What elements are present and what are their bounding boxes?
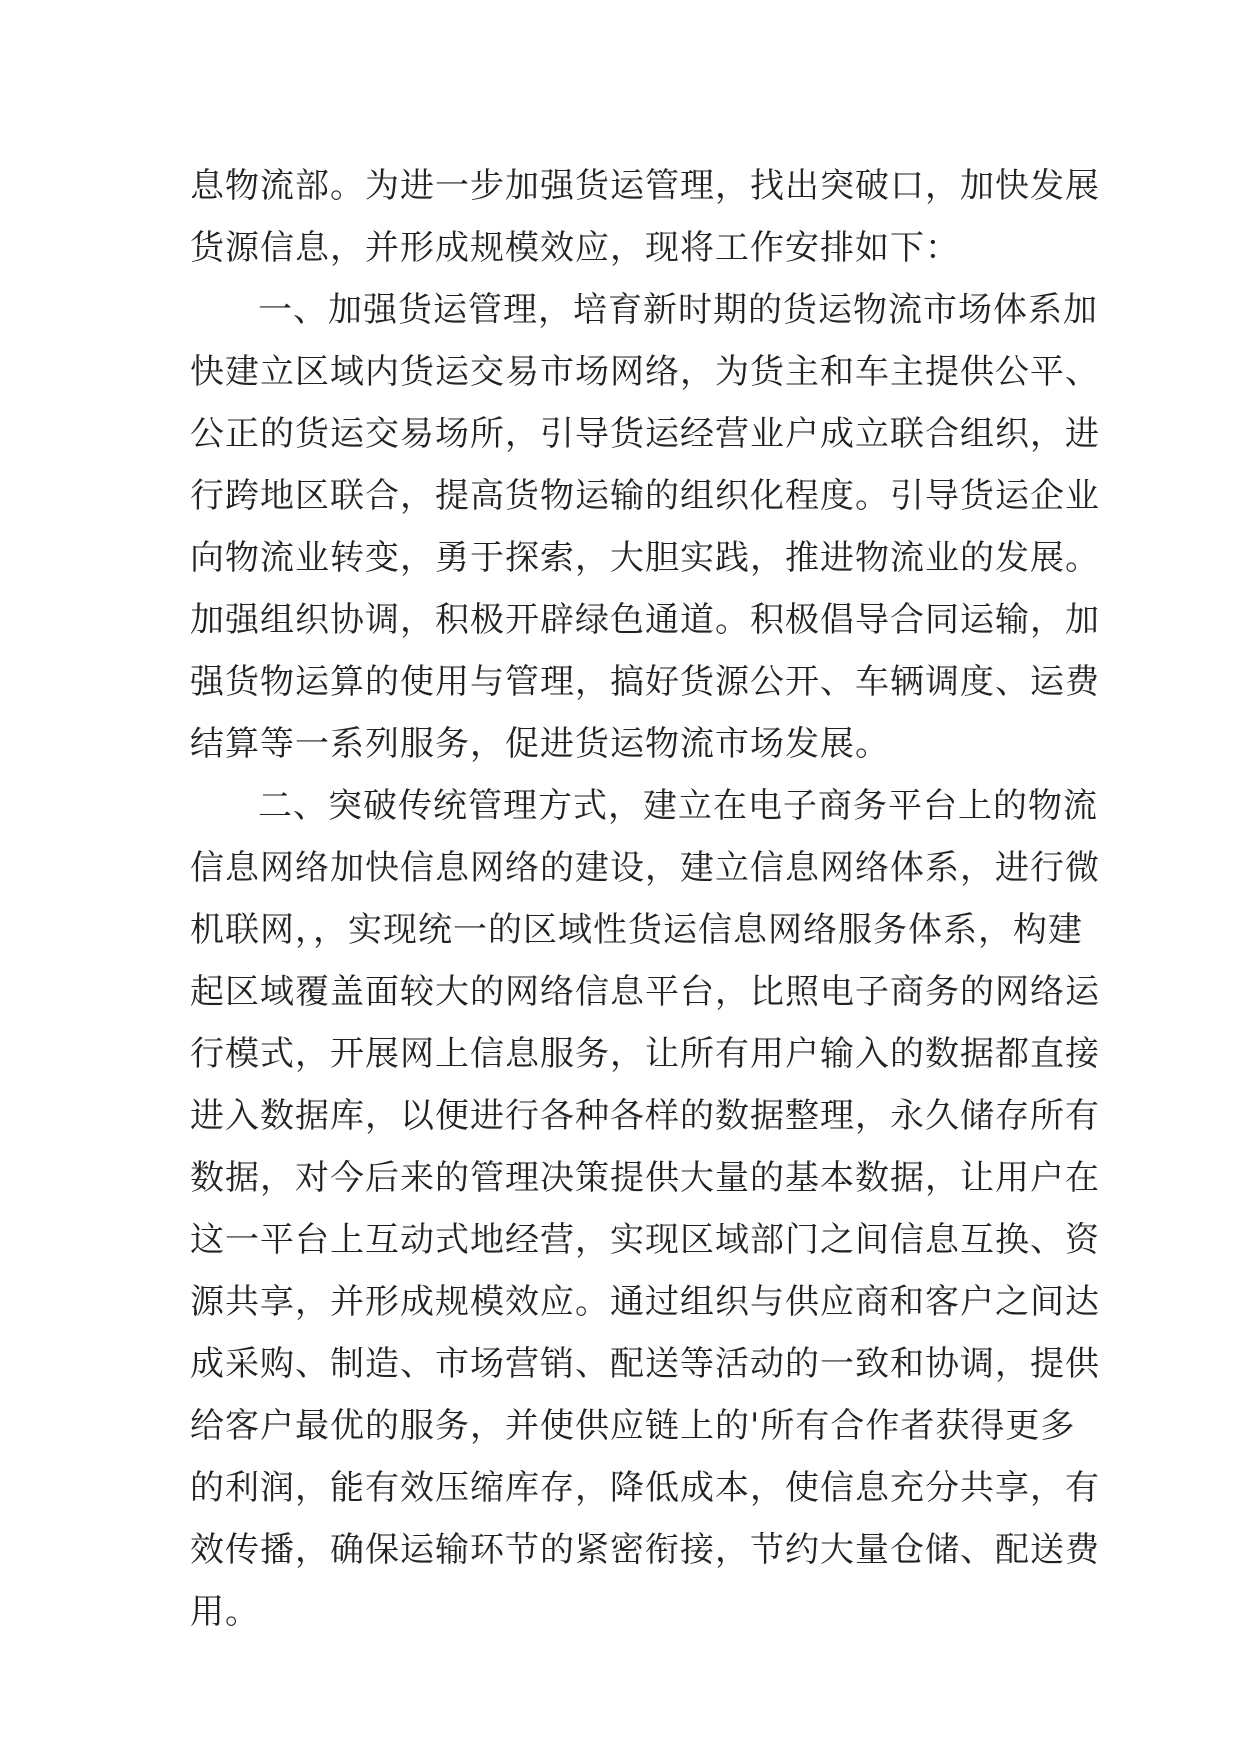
text-line: 加强组织协调，积极开辟绿色通道。积极倡导合同运输，加 [190,600,1100,640]
text-line: 机联网，，实现统一的区域性货运信息网络服务体系，构建 [190,910,1083,950]
text-line: 给客户最优的服务，并使供应链上的'所有合作者获得更多 [190,1406,1076,1446]
text-line: 这一平台上互动式地经营，实现区域部门之间信息互换、资 [190,1220,1100,1260]
text-line: 向物流业转变，勇于探索，大胆实践，推进物流业的发展。 [190,538,1100,578]
text-line: 源共享，并形成规模效应。通过组织与供应商和客户之间达 [190,1282,1100,1322]
section-1-heading-line: 一、加强货运管理，培育新时期的货运物流市场体系加 [258,290,1098,330]
text-line: 息物流部。为进一步加强货运管理，找出突破口，加快发展 [190,166,1100,206]
text-line: 结算等一系列服务，促进货运物流市场发展。 [190,724,890,764]
text-line: 行跨地区联合，提高货物运输的组织化程度。引导货运企业 [190,476,1100,516]
text-line: 强货物运算的使用与管理，搞好货源公开、车辆调度、运费 [190,662,1100,702]
document-body [190,155,1100,1643]
text-line: 货源信息，并形成规模效应，现将工作安排如下： [190,228,960,268]
text-line: 信息网络加快信息网络的建设，建立信息网络体系，进行微 [190,848,1100,888]
text-line: 行模式，开展网上信息服务，让所有用户输入的数据都直接 [190,1034,1100,1074]
text-line: 的利润，能有效压缩库存，降低成本，使信息充分共享，有 [190,1468,1100,1508]
section-2-heading-line: 二、突破传统管理方式，建立在电子商务平台上的物流 [258,786,1098,826]
text-line: 效传播，确保运输环节的紧密衔接，节约大量仓储、配送费 [190,1530,1100,1570]
text-line: 起区域覆盖面较大的网络信息平台，比照电子商务的网络运 [190,972,1100,1012]
text-line: 用。 [190,1592,260,1632]
text-line: 快建立区域内货运交易市场网络，为货主和车主提供公平、 [190,352,1100,392]
text-line: 公正的货运交易场所，引导货运经营业户成立联合组织，进 [190,414,1100,454]
text-line: 数据，对今后来的管理决策提供大量的基本数据，让用户在 [190,1158,1100,1198]
text-line: 进入数据库，以便进行各种各样的数据整理，永久储存所有 [190,1096,1100,1136]
text-line: 成采购、制造、市场营销、配送等活动的一致和协调，提供 [190,1344,1100,1384]
